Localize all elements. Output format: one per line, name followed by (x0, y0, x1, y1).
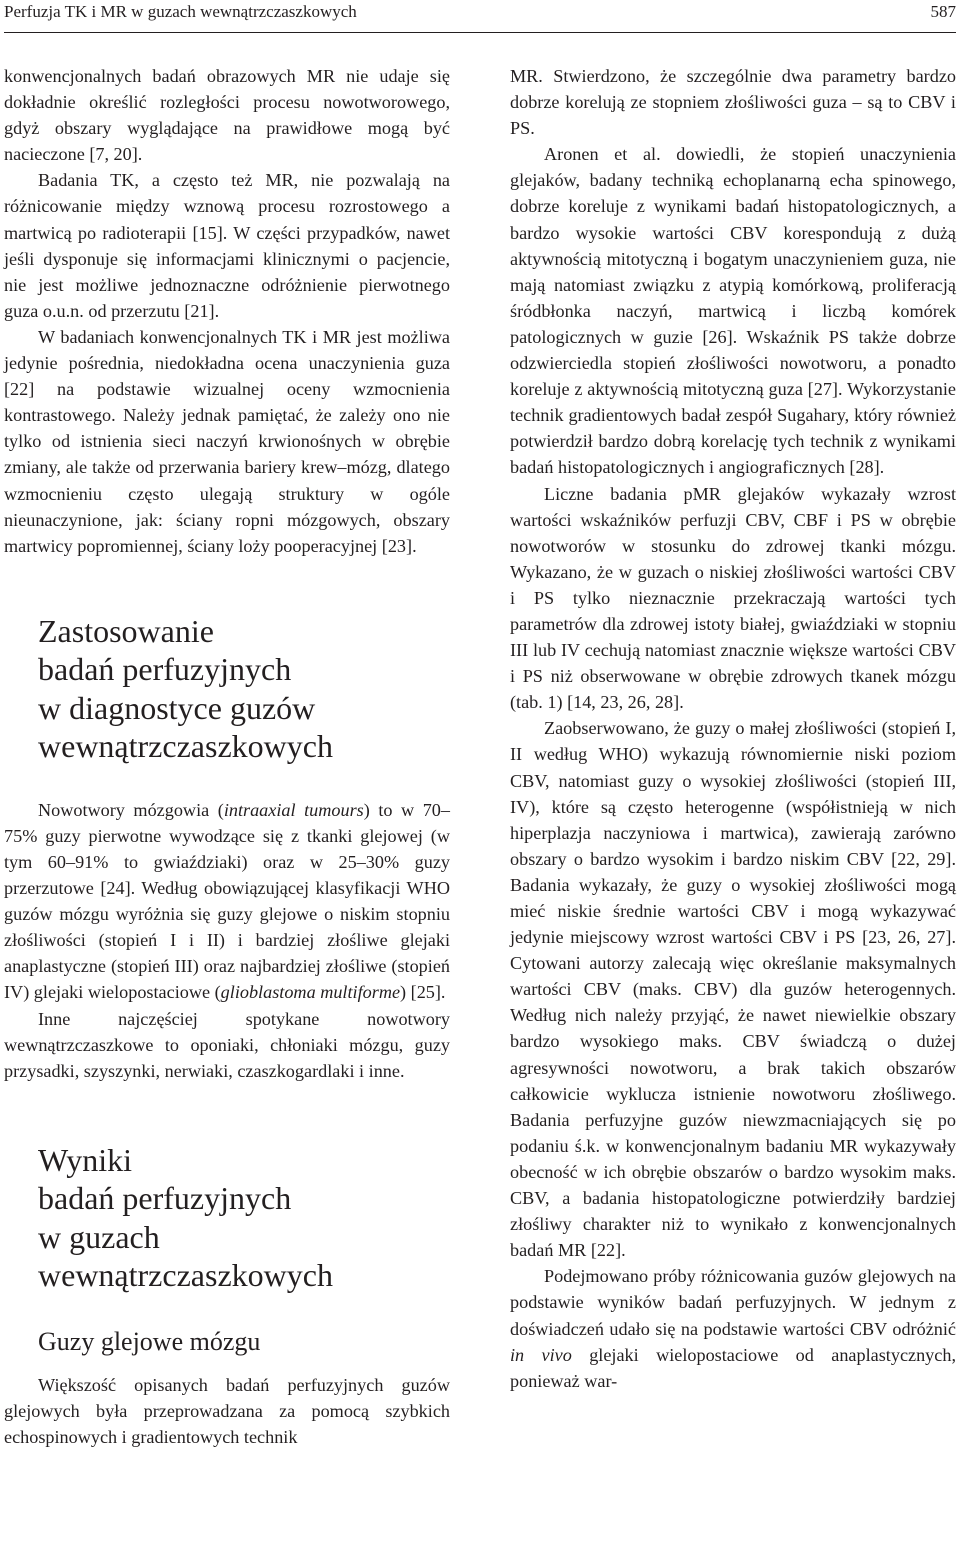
paragraph: Zaobserwowano, że guzy o małej złośliwości (stopień I, II według WHO) wykazują równomiernie niski poziom CBV, natomiast guzy o wysokiej złośliwości (stopień III, IV), które są często heterogenne (współistnieją w nich hiperplazja naczyniowa i martwica), zawierają zarówno obszary o bardzo wysokim i bardzo niskim CBV [22, 29]. Badania wykazały, że guzy o wysokiej złośliwości mogą mieć niskie średnie wartości CBV i mogą wykazywać jedynie miejscowy wzrost wartości CBV i PS [23, 26, 27]. Cytowani autorzy zalecają więc określanie maksymalnych wartości CBV (maks. CBV) dla guzów heterogennych. Według nich należy przyjąć, że nawet niewielkie obszary bardzo wysokiego maks. CBV świadczą o dużej agresywności nowotworu, a brak takich obszarów całkowicie wyklucza istnienie nowotworu złośliwego. Badania perfuzyjne guzów niewzmacniających się po podaniu ś.k. w konwencjonalnym badaniu MR wykazywały obecność w ich obrębie obszarów o bardzo wysokim maks. CBV, a badania histopatologiczne potwierdziły bardziej złośliwy charakter niż to wynikało z konwencjonalnych badań MR [22]. (510, 718, 956, 1261)
text-run: Podejmowano próby różnicowania guzów glejowych na podstawie wyników badań perfuzyjnych. W jednym z doświadczeń udało się na podstawie wartości CBV odróżnić (510, 1266, 956, 1339)
page-header (4, 0, 956, 22)
paragraph: W badaniach konwencjonalnych TK i MR jest możliwa jedynie pośrednia, niedokładna ocena unaczynienia guza [22] na podstawie wizualnej oceny wzmocnienia kontrastowego. Należy jednak pamiętać, że zależy ono nie tylko od istnienia sieci naczyń krwionośnych w obrębie zmiany, ale także od przerwania bariery krew–mózg, dlatego wzmocnieniu często ulegają struktury w ogóle nieunaczynione, jak: ściany ropni mózgowych, obszary martwicy popromiennej, ściany loży pooperacyjnej [23]. (4, 326, 450, 556)
heading-line: w diagnostyce guzów (38, 689, 316, 726)
paragraph: konwencjonalnych badań obrazowych MR nie udaje się dokładnie określić rozległości procesu nowotworowego, gdyż obszary wyglądające na prawidłowe mogą być nacieczone [7, 20]. (4, 66, 450, 165)
heading-line: wewnątrzczaszkowych (38, 728, 333, 765)
right-column (510, 63, 956, 1394)
paragraph: Badania TK, a często też MR, nie pozwalają na różnicowanie między wznową procesu rozrostowego a martwicą po radioterapii [15]. W części przypadków, nawet jeśli dysponuje się informacjami klinicznymi o pacjencie, nie jest możliwe jednoznaczne odróżnienie pierwotnego guza o.u.n. od przerzutu [21]. (4, 170, 450, 321)
page-number: 587 (930, 2, 956, 21)
paragraph: MR. Stwierdzono, że szczególnie dwa parametry bardzo dobrze korelują ze stopniem złośliwości guza – są to CBV i PS. (510, 66, 956, 139)
text-run: Nowotwory mózgowia ( (38, 799, 224, 820)
left-column (4, 63, 450, 1450)
paragraph: Inne najczęściej spotykane nowotwory wewnątrzczaszkowe to oponiaki, chłoniaki mózgu, guzy przysadki, szyszynki, nerwiaki, czaszkogardlaki i inne. (4, 1008, 450, 1081)
italic-term: in vivo (510, 1344, 572, 1365)
section-heading-application (38, 612, 450, 766)
text-run: glejaki wielopostaciowe od anaplastycznych, ponieważ war- (510, 1344, 956, 1391)
paragraph: Większość opisanych badań perfuzyjnych guzów glejowych była przeprowadzana za pomocą szybkich echospinowych i gradientowych technik (4, 1374, 450, 1447)
paragraph (510, 1263, 956, 1393)
paragraph: Aronen et al. dowiedli, że stopień unaczynienia glejaków, badany techniką echoplanarną echa spinowego, dobrze koreluje z wynikami badań histopatologicznych, a bardzo wysokie wartości CBV korespondują z dużą aktywnością mitotyczną i bogatym unaczynieniem guza, nie mają natomiast związku z atypią komórkową, proliferacją śródbłonka naczyń, martwicą i liczbą komórek patologicznych w guzie [26]. Wskaźnik PS także dobrze odzwierciedla stopień złośliwości nowotworu, a ponadto koreluje z aktywnością mitotyczną guza [27]. Wykorzystanie technik gradientowych badał zespół Sugahary, który również potwierdził bardzo dobrą korelację tych technik z wynikami badań histopatologicznych i angiograficznych [28]. (510, 144, 956, 478)
text-run: ) to w 70–75% guzy pierwotne wywodzące się z tkanki glejowej (w tym 60–91% to gwiaździaki) oraz w 25–30% guzy przerzutowe [24]. Według obowiązującej klasyfikacji WHO guzów mózgu wyróżnia się guzy glejowe o niskim stopniu złośliwości (stopień I i II) i bardziej złośliwe glejaki anaplastyczne (stopień III) oraz najbardziej złośliwe (stopień IV) glejaki wielopostaciowe ( (4, 799, 450, 1003)
running-title: Perfuzja TK i MR w guzach wewnątrzczaszkowych (4, 2, 357, 21)
heading-line: w guzach (38, 1218, 160, 1255)
paragraph: Liczne badania pMR glejaków wykazały wzrost wartości wskaźników perfuzji CBV, CBF i PS w obrębie nowotworów w stosunku do zdrowej tkanki mózgu. Wykazano, że w guzach o niskiej złośliwości wartości CBV i PS tylko nieznacznie przekraczają wartości tych parametrów dla zdrowej istoty białej, gwiaździaki w stopniu III lub IV cechują natomiast znacznie większe wartości CBV i PS niż obserwowane w obrębie zdrowych tkanek mózgu (tab. 1) [14, 23, 26, 28]. (510, 483, 956, 713)
heading-line: badań perfuzyjnych (38, 1180, 292, 1217)
paragraph (4, 797, 450, 1006)
heading-line: wewnątrzczaszkowych (38, 1257, 333, 1294)
heading-line: Wyniki (38, 1141, 133, 1178)
text-run: ) [25]. (400, 982, 446, 1003)
subsection-heading: Guzy glejowe mózgu (38, 1326, 261, 1356)
italic-term: glioblastoma multiforme (220, 982, 401, 1003)
italic-term: intraaxial tumours (223, 799, 364, 820)
heading-line: Zastosowanie (38, 612, 214, 649)
section-heading-results (38, 1141, 450, 1295)
header-rule (4, 32, 956, 33)
heading-line: badań perfuzyjnych (38, 651, 292, 688)
